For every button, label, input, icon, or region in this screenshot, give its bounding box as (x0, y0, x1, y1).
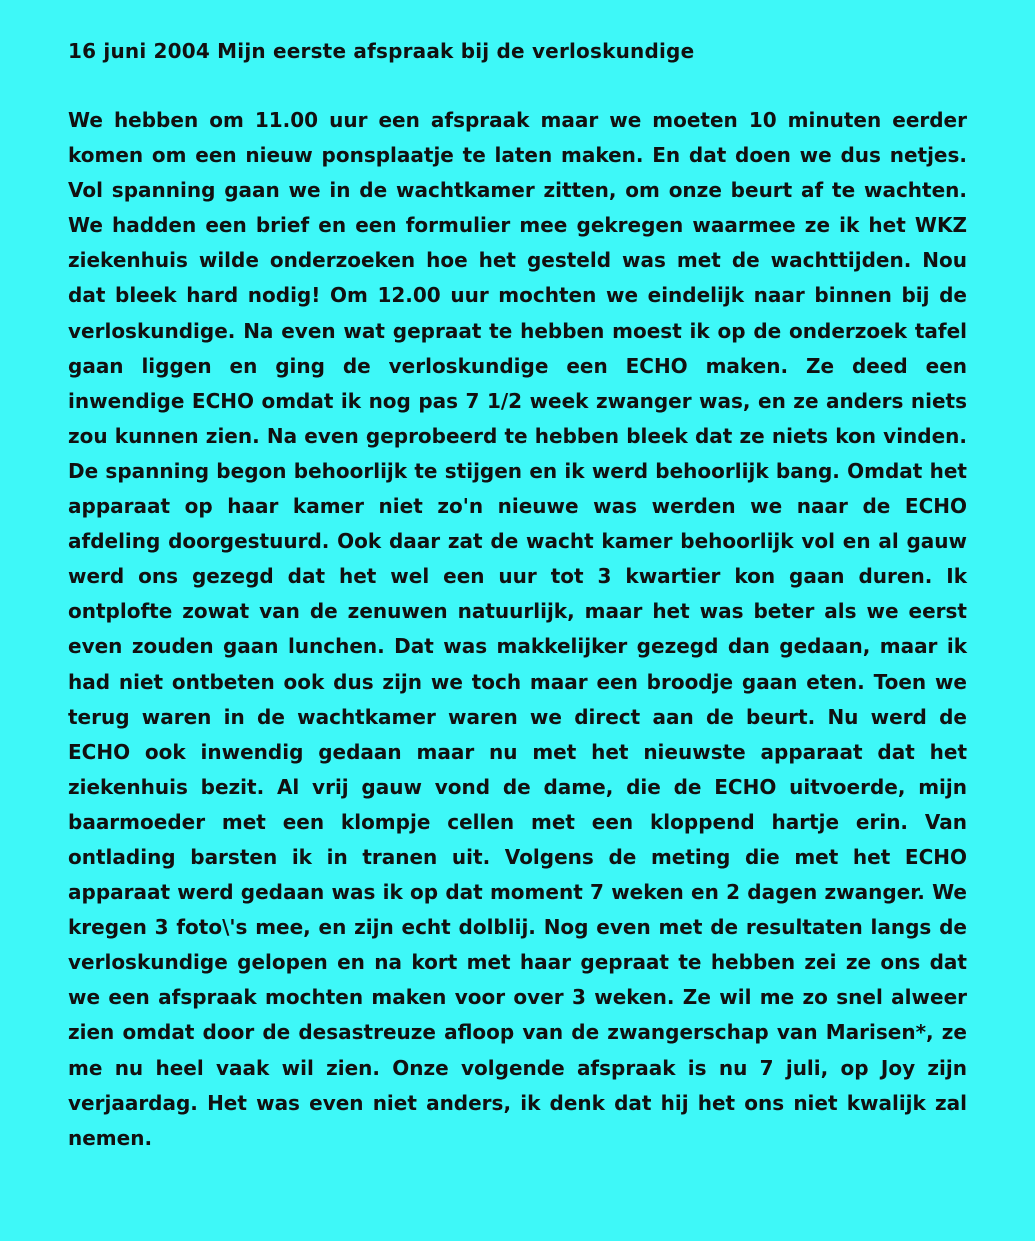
entry-title: 16 juni 2004 Mijn eerste afspraak bij de verloskundige (68, 39, 695, 63)
entry-body: We hebben om 11.00 uur een afspraak maar we moeten 10 minuten eerder komen om een nieuw ponsplaatje te laten maken. En dat doen we dus netjes. Vol spanning gaan we in de wachtkamer zitten, om onze beurt af te wachten. We hadden een brief en een formulier mee gekregen waarmee ze ik het WKZ ziekenhuis wilde onderzoeken hoe het gesteld was met de wachttijden. Nou dat bleek hard nodig! Om 12.00 uur mochten we eindelijk naar binnen bij de verloskundige. Na even wat gepraat te hebben moest ik op de onderzoek tafel gaan liggen en ging de verloskundige een ECHO maken. Ze deed een inwendige ECHO omdat ik nog pas 7 1/2 week zwanger was, en ze anders niets zou kunnen zien. Na even geprobeerd te hebben bleek dat ze niets kon vinden. De spanning begon behoorlijk te stijgen en ik werd behoorlijk bang. Omdat het apparaat op haar kamer niet zo'n nieuwe was werden we naar de ECHO afdeling doorgestuurd. Ook daar zat de wacht kamer behoorlijk vol en al gauw werd ons gezegd dat het wel een uur tot 3 kwartier kon gaan duren. Ik ontplofte zowat van de zenuwen natuurlijk, maar het was beter als we eerst even zouden gaan lunchen. Dat was makkelijker gezegd dan gedaan, maar ik had niet ontbeten ook dus zijn we toch maar een broodje gaan eten. Toen we terug waren in de wachtkamer waren we direct aan de beurt. Nu werd de ECHO ook inwendig gedaan maar nu met het nieuwste apparaat dat het ziekenhuis bezit. Al vrij gauw vond de dame, die de ECHO uitvoerde, mijn baarmoeder met een klompje cellen met een kloppend hartje erin. Van ontlading barsten ik in tranen uit. Volgens de meting die met het ECHO apparaat werd gedaan was ik op dat moment 7 weken en 2 dagen zwanger. We kregen 3 foto\'s mee, en zijn echt dolblij. Nog even met de resultaten langs de verloskundige gelopen en na kort met haar gepraat te hebben zei ze ons dat we een afspraak mochten maken voor over 3 weken. Ze wil me zo snel alweer zien omdat door de desastreuze afloop van de zwangerschap van Marisen*, ze me nu heel vaak wil zien. Onze volgende afspraak is nu 7 juli, op Joy zijn verjaardag. Het was even niet anders, ik denk dat hij het ons niet kwalijk zal nemen. (68, 108, 967, 1150)
